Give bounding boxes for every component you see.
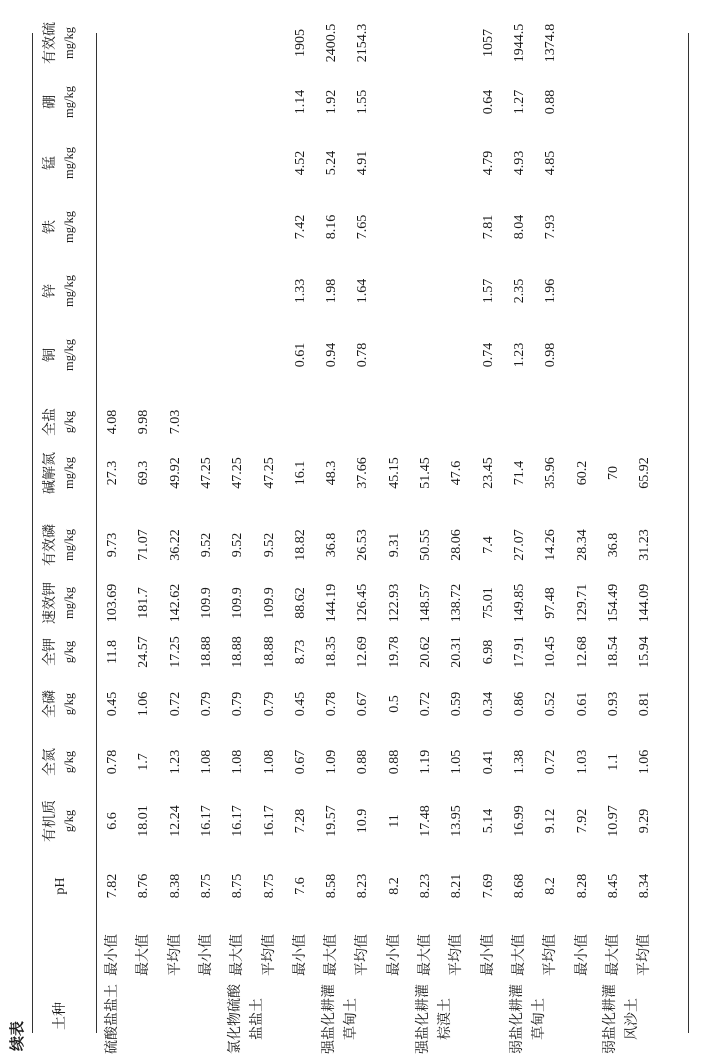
column-header-name: 硼 bbox=[43, 95, 58, 109]
table-cell: 144.19 bbox=[324, 583, 340, 623]
table-cell: 4.85 bbox=[543, 150, 559, 176]
column-header-unit: g/kg bbox=[62, 410, 76, 434]
table-cell: 109.9 bbox=[261, 587, 277, 619]
table-cell: 4.52 bbox=[292, 150, 308, 176]
column-header bbox=[42, 443, 78, 503]
table-cell: 13.95 bbox=[449, 805, 465, 837]
column-header bbox=[42, 199, 78, 255]
stat-label: 平均值 bbox=[449, 934, 465, 976]
table-cell: 8.75 bbox=[198, 873, 214, 899]
table-cell: 0.61 bbox=[574, 691, 590, 717]
table-cell: 47.25 bbox=[230, 457, 246, 489]
column-header-name: 全磷 bbox=[43, 690, 58, 718]
table-cell: 1.23 bbox=[511, 342, 527, 368]
table-cell: 0.78 bbox=[105, 749, 120, 775]
column-header bbox=[42, 573, 78, 633]
stat-label: 最小值 bbox=[198, 934, 214, 976]
table-cell: 4.08 bbox=[105, 409, 120, 435]
table-cell: 26.53 bbox=[355, 529, 371, 561]
table-cell: 8.2 bbox=[543, 877, 559, 895]
table-cell: 28.34 bbox=[574, 529, 590, 561]
table-cell: 36.8 bbox=[324, 532, 340, 558]
table-cell: 8.23 bbox=[418, 873, 433, 899]
table-cell: 9.12 bbox=[543, 808, 559, 834]
table-cell: 14.26 bbox=[543, 529, 559, 561]
table-cell: 23.45 bbox=[480, 457, 496, 489]
table-cell: 49.92 bbox=[167, 457, 183, 489]
table-cell: 70 bbox=[605, 466, 621, 480]
column-header-name: 锰 bbox=[43, 156, 58, 170]
table-cell: 17.91 bbox=[511, 636, 527, 668]
column-header-name: 有效磷 bbox=[43, 524, 58, 566]
column-header bbox=[42, 135, 78, 191]
table-cell: 2154.3 bbox=[355, 23, 371, 63]
table-cell: 0.88 bbox=[543, 89, 559, 115]
column-header-unit: g/kg bbox=[62, 750, 76, 774]
table-cell: 9.73 bbox=[105, 532, 120, 558]
stat-label: 最大值 bbox=[418, 934, 433, 976]
table-cell: 7.65 bbox=[355, 214, 371, 240]
table-cell: 0.94 bbox=[324, 342, 340, 368]
table-cell: 0.59 bbox=[449, 691, 465, 717]
column-header-unit: mg/kg bbox=[62, 147, 76, 179]
table-cell: 0.5 bbox=[386, 695, 402, 713]
table-cell: 8.75 bbox=[261, 873, 277, 899]
table-cell: 7.69 bbox=[480, 873, 496, 899]
table-cell: 8.23 bbox=[355, 873, 371, 899]
soil-type-label: 强盐化耕灌 bbox=[321, 984, 337, 1054]
column-header-unit: mg/kg bbox=[62, 339, 76, 371]
top-rule bbox=[32, 33, 33, 1033]
table-cell: 45.15 bbox=[386, 457, 402, 489]
table-cell: 144.09 bbox=[637, 583, 653, 623]
table-cell: 0.78 bbox=[355, 342, 371, 368]
column-header-name: 有机质 bbox=[43, 800, 58, 842]
table-cell: 8.38 bbox=[167, 873, 183, 899]
column-header-unit: g/kg bbox=[62, 640, 76, 664]
stat-label: 最小值 bbox=[386, 934, 402, 976]
column-header-unit: g/kg bbox=[62, 809, 76, 833]
table-cell: 10.97 bbox=[605, 805, 621, 837]
stat-label: 最大值 bbox=[324, 934, 340, 976]
soil-type-label: 氯化物硫酸 bbox=[227, 984, 243, 1054]
table-cell: 9.29 bbox=[637, 808, 653, 834]
soil-type-label: 弱盐化耕灌 bbox=[603, 984, 619, 1054]
table-cell: 138.72 bbox=[449, 583, 465, 623]
table-cell: 1.33 bbox=[292, 278, 308, 304]
table-cell: 31.23 bbox=[637, 529, 653, 561]
column-header bbox=[42, 263, 78, 319]
table-cell: 88.62 bbox=[292, 587, 308, 619]
column-header bbox=[42, 397, 78, 447]
table-cell: 0.78 bbox=[324, 691, 340, 717]
table-cell: 1.03 bbox=[574, 749, 590, 775]
table-cell: 71.07 bbox=[136, 529, 152, 561]
table-cell: 47.25 bbox=[261, 457, 277, 489]
table-cell: 18.88 bbox=[230, 636, 246, 668]
table-cell: 8.16 bbox=[324, 214, 340, 240]
column-header bbox=[42, 77, 78, 127]
table-cell: 8.58 bbox=[324, 873, 340, 899]
column-header-unit: mg/kg bbox=[62, 529, 76, 561]
stat-label: 平均值 bbox=[261, 934, 277, 976]
table-cell: 7.92 bbox=[574, 808, 590, 834]
table-cell: 103.69 bbox=[105, 583, 120, 623]
column-header bbox=[42, 515, 78, 575]
table-cell: 2400.5 bbox=[324, 23, 340, 63]
table-cell: 4.79 bbox=[480, 150, 496, 176]
soil-type-label: 强盐化耕灌 bbox=[415, 984, 431, 1054]
table-cell: 17.48 bbox=[418, 805, 433, 837]
table-cell: 0.45 bbox=[105, 691, 120, 717]
table-cell: 1.55 bbox=[355, 89, 371, 115]
table-cell: 0.79 bbox=[261, 691, 277, 717]
table-cell: 1.09 bbox=[324, 749, 340, 775]
soil-type-label: 盐盐土 bbox=[249, 998, 265, 1040]
table-cell: 15.94 bbox=[637, 636, 653, 668]
table-cell: 0.41 bbox=[480, 749, 496, 775]
table-cell: 18.01 bbox=[136, 805, 152, 837]
table-cell: 7.4 bbox=[480, 536, 496, 554]
column-header bbox=[42, 327, 78, 383]
table-cell: 20.62 bbox=[418, 636, 433, 668]
table-cell: 36.8 bbox=[605, 532, 621, 558]
table-cell: 0.72 bbox=[167, 691, 183, 717]
table-cell: 47.6 bbox=[449, 460, 465, 486]
table-cell: 9.52 bbox=[261, 532, 277, 558]
header-rule bbox=[96, 33, 97, 1033]
table-cell: 1.23 bbox=[167, 749, 183, 775]
table-cell: 51.45 bbox=[418, 457, 433, 489]
soil-type-label: 弱盐化耕灌 bbox=[509, 984, 525, 1054]
stat-label: 平均值 bbox=[355, 934, 371, 976]
column-header-name: 铜 bbox=[43, 348, 58, 362]
table-cell: 9.31 bbox=[386, 532, 402, 558]
table-cell: 6.6 bbox=[105, 812, 120, 830]
table-cell: 0.79 bbox=[198, 691, 214, 717]
table-cell: 9.52 bbox=[230, 532, 246, 558]
column-header-unit: mg/kg bbox=[62, 587, 76, 619]
stat-label: 最大值 bbox=[605, 934, 621, 976]
column-header bbox=[42, 13, 78, 73]
table-cell: 1.08 bbox=[261, 749, 277, 775]
table-cell: 24.57 bbox=[136, 636, 152, 668]
table-cell: 71.4 bbox=[511, 460, 527, 486]
table-cell: 37.66 bbox=[355, 457, 371, 489]
table-cell: 0.34 bbox=[480, 691, 496, 717]
table-cell: 1.27 bbox=[511, 89, 527, 115]
table-cell: 8.73 bbox=[292, 639, 308, 665]
table-cell: 1.38 bbox=[511, 749, 527, 775]
table-cell: 0.72 bbox=[418, 691, 433, 717]
column-header-name: 全盐 bbox=[43, 408, 58, 436]
table-cell: 10.9 bbox=[355, 808, 371, 834]
column-header-name: 锌 bbox=[43, 284, 58, 298]
table-cell: 8.45 bbox=[605, 873, 621, 899]
table-cell: 0.64 bbox=[480, 89, 496, 115]
table-cell: 0.88 bbox=[386, 749, 402, 775]
stat-label: 最小值 bbox=[105, 934, 120, 976]
stat-label: 平均值 bbox=[167, 934, 183, 976]
table-cell: 7.28 bbox=[292, 808, 308, 834]
table-cell: 7.42 bbox=[292, 214, 308, 240]
column-header-unit: mg/kg bbox=[62, 27, 76, 59]
table-cell: 1.05 bbox=[449, 749, 465, 775]
column-header-unit: mg/kg bbox=[62, 457, 76, 489]
table-cell: 18.35 bbox=[324, 636, 340, 668]
table-cell: 11 bbox=[386, 814, 402, 828]
table-cell: 8.2 bbox=[386, 877, 402, 895]
table-cell: 1905 bbox=[292, 29, 308, 57]
table-cell: 19.57 bbox=[324, 805, 340, 837]
stat-label: 最大值 bbox=[136, 934, 152, 976]
table-cell: 75.01 bbox=[480, 587, 496, 619]
table-cell: 69.3 bbox=[136, 460, 152, 486]
table-cell: 154.49 bbox=[605, 583, 621, 623]
table-cell: 16.17 bbox=[230, 805, 246, 837]
table-cell: 27.3 bbox=[105, 460, 120, 486]
table-cell: 1.96 bbox=[543, 278, 559, 304]
stat-label: 最小值 bbox=[292, 934, 308, 976]
table-cell: 148.57 bbox=[418, 583, 433, 623]
table-cell: 18.88 bbox=[198, 636, 214, 668]
column-header-name: 速效钾 bbox=[43, 582, 58, 624]
table-cell: 60.2 bbox=[574, 460, 590, 486]
table-cell: 18.54 bbox=[605, 636, 621, 668]
table-cell: 1.14 bbox=[292, 89, 308, 115]
table-cell: 0.93 bbox=[605, 691, 621, 717]
column-header bbox=[42, 627, 78, 677]
table-cell: 142.62 bbox=[167, 583, 183, 623]
column-header-name: 土种 bbox=[53, 1002, 68, 1030]
table-cell: 7.81 bbox=[480, 214, 496, 240]
table-cell: 4.93 bbox=[511, 150, 527, 176]
stat-label: 最小值 bbox=[480, 934, 496, 976]
table-cell: 17.25 bbox=[167, 636, 183, 668]
table-cell: 0.67 bbox=[355, 691, 371, 717]
column-header bbox=[42, 679, 78, 729]
column-header-unit: g/kg bbox=[62, 692, 76, 716]
table-cell: 35.96 bbox=[543, 457, 559, 489]
table-cell: 18.82 bbox=[292, 529, 308, 561]
table-cell: 9.52 bbox=[198, 532, 214, 558]
table-cell: 8.76 bbox=[136, 873, 152, 899]
table-cell: 16.17 bbox=[198, 805, 214, 837]
table-cell: 109.9 bbox=[198, 587, 214, 619]
table-cell: 36.22 bbox=[167, 529, 183, 561]
table-cell: 7.93 bbox=[543, 214, 559, 240]
table-cell: 16.17 bbox=[261, 805, 277, 837]
table-cell: 1.64 bbox=[355, 278, 371, 304]
table-cell: 18.88 bbox=[261, 636, 277, 668]
table-cell: 122.93 bbox=[386, 583, 402, 623]
table-cell: 50.55 bbox=[418, 529, 433, 561]
table-cell: 7.6 bbox=[292, 877, 308, 895]
table-cell: 0.88 bbox=[355, 749, 371, 775]
table-cell: 8.21 bbox=[449, 873, 465, 899]
table-cell: 7.03 bbox=[167, 409, 183, 435]
table-cell: 0.67 bbox=[292, 749, 308, 775]
table-cell: 1.1 bbox=[605, 753, 621, 771]
column-header bbox=[42, 791, 78, 851]
table-cell: 28.06 bbox=[449, 529, 465, 561]
table-cell: 16.99 bbox=[511, 805, 527, 837]
table-cell: 97.48 bbox=[543, 587, 559, 619]
table-cell: 48.3 bbox=[324, 460, 340, 486]
table-cell: 2.35 bbox=[511, 278, 527, 304]
table-cell: 11.8 bbox=[105, 640, 120, 664]
table-cell: 8.68 bbox=[511, 873, 527, 899]
bottom-rule bbox=[688, 33, 689, 1033]
table-cell: 0.52 bbox=[543, 691, 559, 717]
table-cell: 12.24 bbox=[167, 805, 183, 837]
table-cell: 129.71 bbox=[574, 583, 590, 623]
column-header-unit: mg/kg bbox=[62, 275, 76, 307]
column-header-unit: mg/kg bbox=[62, 211, 76, 243]
table-cell: 8.75 bbox=[230, 873, 246, 899]
stat-label: 最大值 bbox=[230, 934, 246, 976]
table-cell: 0.74 bbox=[480, 342, 496, 368]
table-cell: 20.31 bbox=[449, 636, 465, 668]
table-cell: 0.98 bbox=[543, 342, 559, 368]
soil-type-label: 硫酸盐盐土 bbox=[105, 984, 120, 1054]
table-cell: 1.06 bbox=[637, 749, 653, 775]
stat-label: 平均值 bbox=[637, 934, 653, 976]
table-cell: 0.81 bbox=[637, 691, 653, 717]
table-cell: 8.04 bbox=[511, 214, 527, 240]
column-header-name: 铁 bbox=[43, 220, 58, 234]
column-header-name: 全钾 bbox=[43, 638, 58, 666]
table-cell: 181.7 bbox=[136, 587, 152, 619]
column-header bbox=[52, 861, 70, 911]
soil-type-label: 风沙土 bbox=[625, 998, 641, 1040]
table-cell: 12.68 bbox=[574, 636, 590, 668]
table-cell: 1.06 bbox=[136, 691, 152, 717]
table-caption: 续表 bbox=[8, 1020, 26, 1051]
column-header-name: 有效硫 bbox=[43, 22, 58, 64]
table-cell: 126.45 bbox=[355, 583, 371, 623]
table-cell: 1.7 bbox=[136, 753, 152, 771]
table-cell: 109.9 bbox=[230, 587, 246, 619]
table-cell: 5.14 bbox=[480, 808, 496, 834]
table-cell: 0.45 bbox=[292, 691, 308, 717]
table-cell: 7.82 bbox=[105, 873, 120, 899]
column-header bbox=[42, 737, 78, 787]
table-cell: 16.1 bbox=[292, 460, 308, 486]
table-cell: 0.72 bbox=[543, 749, 559, 775]
table-cell: 5.24 bbox=[324, 150, 340, 176]
column-header-unit: mg/kg bbox=[62, 86, 76, 118]
table-cell: 6.98 bbox=[480, 639, 496, 665]
table-cell: 0.61 bbox=[292, 342, 308, 368]
table-cell: 1.92 bbox=[324, 89, 340, 115]
table-cell: 8.28 bbox=[574, 873, 590, 899]
table-cell: 47.25 bbox=[198, 457, 214, 489]
table-cell: 9.98 bbox=[136, 409, 152, 435]
table-cell: 1374.8 bbox=[543, 23, 559, 63]
stat-label: 最小值 bbox=[574, 934, 590, 976]
table-cell: 4.91 bbox=[355, 150, 371, 176]
column-header-name: 碱解氮 bbox=[43, 452, 58, 494]
column-header-name: pH bbox=[53, 877, 68, 895]
soil-type-label: 草甸土 bbox=[531, 998, 547, 1040]
table-cell: 1944.5 bbox=[511, 23, 527, 63]
stat-label: 平均值 bbox=[543, 934, 559, 976]
table-cell: 27.07 bbox=[511, 529, 527, 561]
table-cell: 10.45 bbox=[543, 636, 559, 668]
soil-type-label: 棕漠土 bbox=[437, 998, 453, 1040]
table-cell: 1.19 bbox=[418, 749, 433, 775]
table-cell: 1.57 bbox=[480, 278, 496, 304]
table-cell: 1.08 bbox=[198, 749, 214, 775]
table-cell: 1057 bbox=[480, 29, 496, 57]
column-header bbox=[52, 981, 70, 1051]
soil-type-label: 草甸土 bbox=[343, 998, 359, 1040]
table-cell: 8.34 bbox=[637, 873, 653, 899]
table-cell: 1.98 bbox=[324, 278, 340, 304]
stat-label: 最大值 bbox=[511, 934, 527, 976]
table-cell: 19.78 bbox=[386, 636, 402, 668]
column-header-name: 全氮 bbox=[43, 748, 58, 776]
table-cell: 0.86 bbox=[511, 691, 527, 717]
table-cell: 0.79 bbox=[230, 691, 246, 717]
table-cell: 1.08 bbox=[230, 749, 246, 775]
table-cell: 149.85 bbox=[511, 583, 527, 623]
table-cell: 12.69 bbox=[355, 636, 371, 668]
table-cell: 65.92 bbox=[637, 457, 653, 489]
